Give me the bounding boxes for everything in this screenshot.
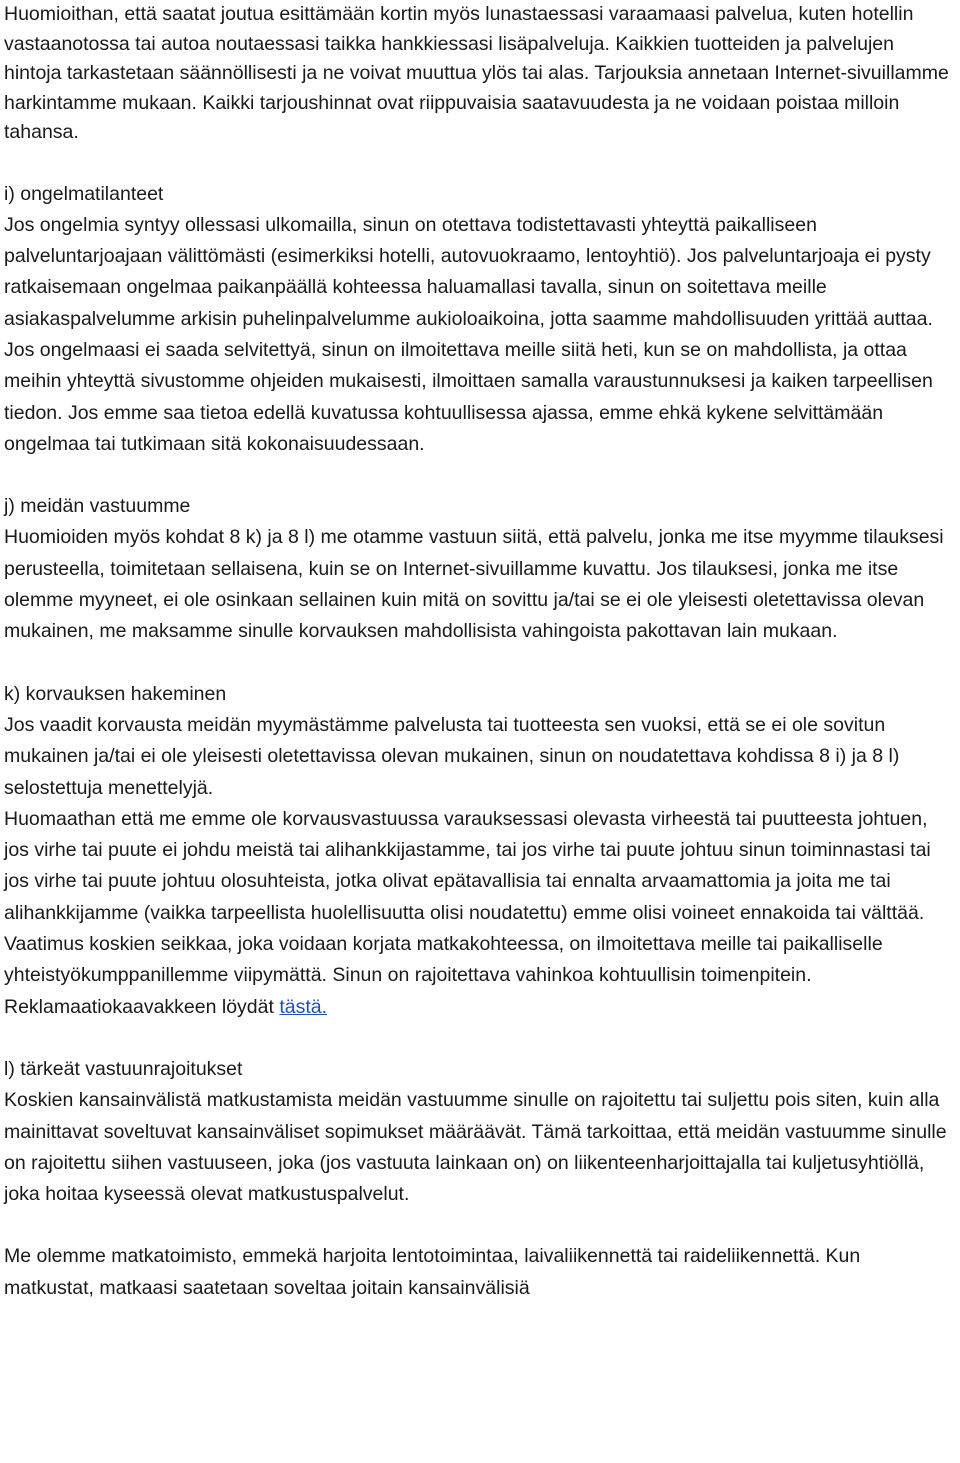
section-i-body: Jos ongelmia syntyy ollessasi ulkomailla, sinun on otettava todistettavasti yhteyttä paikalliseen palveluntarjoajaan välittömästi (esimerkiksi hotelli, autovuokraamo, lentoyhtiö). Jos palveluntarjoaja ei pysty ratkaisemaan ongelmaa paikanpäällä kohteessa haluamallasi tavalla, sinun on soitettava meille asiakaspalvelumme arkisin puhelinpalvelumme aukioloaikoina, jotta saamme mahdollisuuden yrittää auttaa. Jos ongelmaasi ei saada selvitettyä, sinun on ilmoitettava meille siitä heti, kun se on mahdollista, ja ottaa meihin yhteyttä sivustomme ohjeiden mukaisesti, ilmoittaen samalla varaustunnuksesi ja kaiken tarpeellisen tiedon. Jos emme saa tietoa edellä kuvatussa kohtuullisessa ajassa, emme ehkä kykene selvittämään ongelmaa tai tutkimaan sitä kokonaisuudessaan. [4,213,933,455]
section-k-heading: k) korvauksen hakeminen [4,682,227,705]
section-k-body-2: Huomaathan että me emme ole korvausvastuussa varauksessasi olevasta virheestä tai puutteesta johtuen, jos virhe tai puute ei johdu meistä tai alihankkijastamme, tai jos virhe tai puute johtuu sinun toiminnastasi tai jos virhe tai puute johtuu olosuhteista, jotka olivat epätavallisia tai ennalta arvaamattomia ja joita me tai alihankkijamme (vaikka tarpeellista huolellisuutta olisi noudatettu) emme olisi voineet ennakoida tai välttää. [4,807,931,924]
section-k-body-1: Jos vaadit korvausta meidän myymästämme palvelusta tai tuotteesta sen vuoksi, että se ei ole sovitun mukainen ja/tai ei ole yleisesti oletettavissa olevan mukainen, sinun on noudatettava kohdissa 8 i) ja 8 l) selostettuja menettelyjä. [4,713,900,799]
section-l-body: Koskien kansainvälistä matkustamista meidän vastuumme sinulle on rajoitettu tai suljettu pois siten, kuin alla mainittavat soveltuvat kansainväliset sopimukset määräävät. Tämä tarkoittaa, että meidän vastuumme sinulle on rajoitettu siihen vastuuseen, joka (jos vastuuta lainkaan on) on liikenteenharjoittajalla tai kuljetusyhtiöllä, joka hoitaa kyseessä olevat matkustuspalvelut. [4,1089,947,1206]
section-k-body-3-text: Vaatimus koskien seikkaa, joka voidaan korjata matkakohteessa, on ilmoitettava meille tai paikalliselle yhteistyökumppanillemme viipymättä. Sinun on rajoitettava vahinkoa kohtuullisin toimenpitein. Reklamaatiokaavakkeen löydät [4,933,883,1018]
closing-paragraph: Me olemme matkatoimisto, emmekä harjoita lentotoimintaa, laivaliikennettä tai raideliikennettä. Kun matkustat, matkaasi saatetaan soveltaa joitain kansainvälisiä [4,1245,861,1299]
spacer [4,648,954,679]
section-l-heading: l) tärkeät vastuunrajoitukset [4,1057,243,1080]
complaint-form-link[interactable]: tästä. [279,995,328,1018]
spacer [4,1210,954,1241]
document-page [4,0,954,1304]
section-k-body-3 [4,929,954,1023]
section-j-heading: j) meidän vastuumme [4,495,191,518]
intro-paragraph: Huomioithan, että saatat joutua esittämään kortin myös lunastaessasi varaamaasi palvelua, kuten hotellin vastaanotossa tai autoa noutaessasi taikka hankkiessasi lisäpalveluja. Kaikkien tuotteiden ja palvelujen hintoja tarkastetaan säännöllisesti ja ne voivat muuttua ylös tai alas. Tarjouksia annetaan Internet-sivuillamme harkintamme mukaan. Kaikki tarjoushinnat ovat riippuvaisia saatavuudesta ja ne voidaan poistaa milloin tahansa. [4,3,949,143]
section-i-heading: i) ongelmatilanteet [4,182,164,205]
spacer [4,148,954,179]
spacer [4,1023,954,1054]
spacer [4,460,954,491]
section-j-body: Huomioiden myös kohdat 8 k) ja 8 l) me otamme vastuun siitä, että palvelu, jonka me itse myymme tilauksesi perusteella, toimitetaan sellaisena, kuin se on Internet-sivuillamme kuvattu. Jos tilauksesi, jonka me itse olemme myyneet, ei ole osinkaan sellainen kuin mitä on sovittu ja/tai se ei ole yleisesti oletettavissa olevan mukainen, me maksamme sinulle korvauksen mahdollisista vahingoista pakottavan lain mukaan. [4,526,944,643]
